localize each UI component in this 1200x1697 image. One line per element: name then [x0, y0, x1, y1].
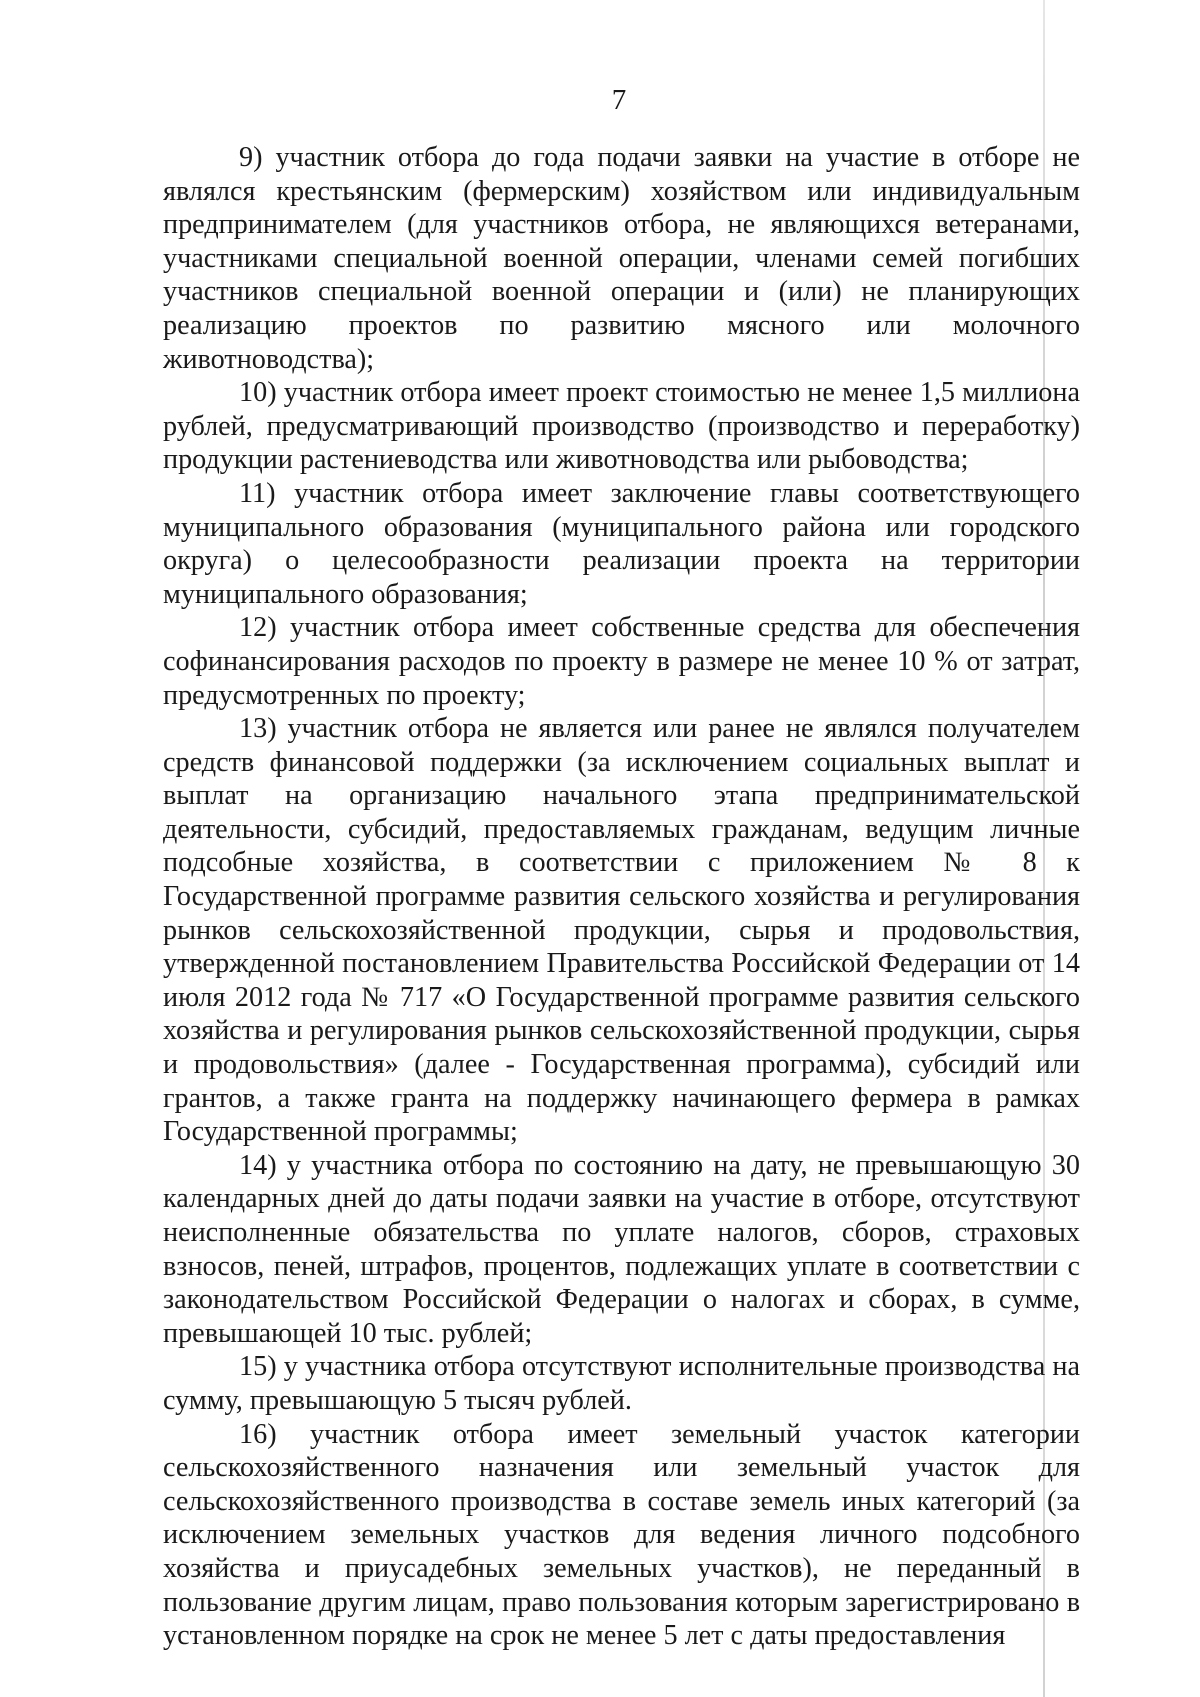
paragraph-item-12: 12) участник отбора имеет собственные средства для обеспечения софинансирования расходов по проекту в размере не менее 10 % от затрат, предусмотренных по проекту;	[163, 612, 1080, 711]
paragraph-item-14: 14) у участника отбора по состоянию на дату, не превышающую 30 календарных дней до даты подачи заявки на участие в отборе, отсутствуют неисполненные обязательства по уплате налогов, сборов, страховых взносов, пеней, штрафов, процентов, подлежащих уплате в соответствии с законодательством Российской Федерации о налогах и сборах, в сумме, превышающей 10 тыс. рублей;	[163, 1149, 1080, 1349]
paragraph-item-9: 9) участник отбора до года подачи заявки на участие в отборе не являлся крестьянским (фермерским) хозяйством или индивидуальным предпринимателем (для участников отбора, не являющихся ветеранами, участниками специальной военной операции, членами семей погибших участников специальной военной операции и (или) не планирующих реализацию проектов по развитию мясного или молочного животноводства);	[163, 142, 1080, 375]
document-body	[163, 141, 1080, 1653]
paragraph-item-16: 16) участник отбора имеет земельный участок категории сельскохозяйственного назначения или земельный участок для сельскохозяйственного производства в составе земель иных категорий (за исключением земельных участков для ведения личного подсобного хозяйства и приусадебных земельных участков), не переданный в пользование другим лицам, право пользования которым зарегистрировано в установленном порядке на срок не менее 5 лет с даты предоставления	[163, 1418, 1080, 1652]
page-number: 7	[611, 84, 627, 116]
paragraph-item-15: 15) у участника отбора отсутствуют исполнительные производства на сумму, превышающую 5 тысяч рублей.	[163, 1351, 1080, 1416]
paragraph-item-10: 10) участник отбора имеет проект стоимостью не менее 1,5 миллиона рублей, предусматривающий производство (производство и переработку) продукции растениеводства или животноводства или рыбоводства;	[163, 377, 1080, 476]
paragraph-item-13: 13) участник отбора не является или ранее не являлся получателем средств финансовой поддержки (за исключением социальных выплат и выплат на организацию начального этапа предпринимательской деятельности, субсидий, предоставляемых гражданам, ведущим личные подсобные хозяйства, в соответствии с приложением № 8 к Государственной программе развития сельского хозяйства и регулирования рынков сельскохозяйственной продукции, сырья и продовольствия, утвержденной постановлением Правительства Российской Федерации от 14 июля 2012 года № 717 «О Государственной программе развития сельского хозяйства и регулирования рынков сельскохозяйственной продукции, сырья и продовольствия» (далее - Государственная программа), субсидий или грантов, а также гранта на поддержку начинающего фермера в рамках Государственной программы;	[163, 713, 1080, 1148]
paragraph-item-11: 11) участник отбора имеет заключение главы соответствующего муниципального образования (муниципального района или городского округа) о целесообразности реализации проекта на территории муниципального образования;	[163, 477, 1080, 610]
